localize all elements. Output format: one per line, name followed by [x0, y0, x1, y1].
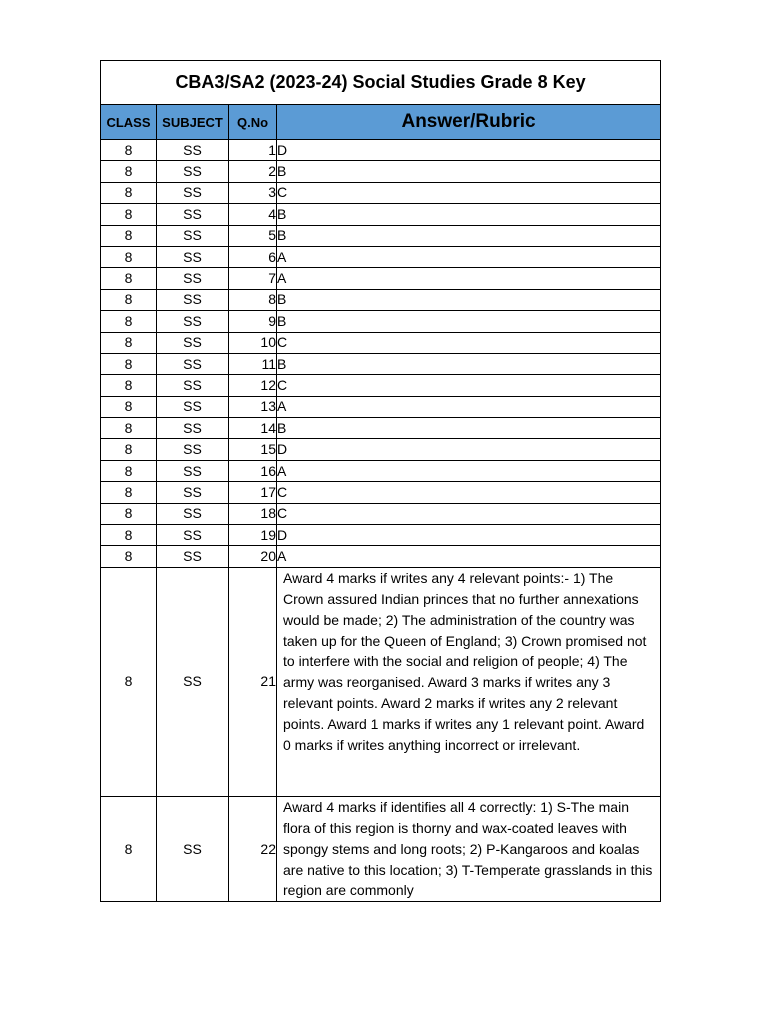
cell-subject: SS: [157, 182, 229, 203]
cell-class: 8: [101, 161, 157, 182]
header-answer: Answer/Rubric: [277, 105, 661, 140]
cell-answer: C: [277, 503, 661, 524]
cell-class: 8: [101, 567, 157, 796]
cell-subject: SS: [157, 418, 229, 439]
cell-answer: D: [277, 525, 661, 546]
cell-class: 8: [101, 525, 157, 546]
cell-answer: B: [277, 161, 661, 182]
cell-subject: SS: [157, 482, 229, 503]
cell-subject: SS: [157, 460, 229, 481]
cell-answer: B: [277, 418, 661, 439]
cell-answer: B: [277, 311, 661, 332]
table-row: [101, 439, 661, 460]
table-row: [101, 503, 661, 524]
cell-class: 8: [101, 268, 157, 289]
cell-qno: 19: [229, 525, 277, 546]
cell-subject: SS: [157, 439, 229, 460]
cell-answer: D: [277, 439, 661, 460]
table-row: [101, 204, 661, 225]
cell-class: 8: [101, 375, 157, 396]
cell-answer: A: [277, 546, 661, 567]
cell-answer: C: [277, 182, 661, 203]
document-title: CBA3/SA2 (2023-24) Social Studies Grade 8 Key: [101, 61, 661, 105]
cell-qno: 20: [229, 546, 277, 567]
header-class: CLASS: [101, 105, 157, 140]
cell-qno: 7: [229, 268, 277, 289]
cell-qno: 16: [229, 460, 277, 481]
table-row-rubric: [101, 796, 661, 902]
rows-body: [101, 140, 661, 902]
cell-subject: SS: [157, 503, 229, 524]
cell-subject: SS: [157, 546, 229, 567]
cell-answer: C: [277, 375, 661, 396]
cell-class: 8: [101, 140, 157, 161]
cell-subject: SS: [157, 311, 229, 332]
cell-answer: A: [277, 396, 661, 417]
cell-qno: 11: [229, 353, 277, 374]
cell-qno: 18: [229, 503, 277, 524]
cell-class: 8: [101, 246, 157, 267]
answer-key-table: [100, 60, 661, 902]
cell-class: 8: [101, 482, 157, 503]
cell-qno: 3: [229, 182, 277, 203]
table-row: [101, 396, 661, 417]
cell-answer: D: [277, 140, 661, 161]
cell-answer: B: [277, 204, 661, 225]
table-row: [101, 546, 661, 567]
table-row: [101, 225, 661, 246]
cell-class: 8: [101, 225, 157, 246]
cell-class: 8: [101, 204, 157, 225]
cell-subject: SS: [157, 140, 229, 161]
table-row: [101, 311, 661, 332]
cell-subject: SS: [157, 268, 229, 289]
cell-class: 8: [101, 289, 157, 310]
cell-qno: 9: [229, 311, 277, 332]
table-row: [101, 182, 661, 203]
cell-qno: 14: [229, 418, 277, 439]
cell-subject: SS: [157, 796, 229, 902]
table-row: [101, 161, 661, 182]
cell-qno: 1: [229, 140, 277, 161]
cell-class: 8: [101, 182, 157, 203]
cell-class: 8: [101, 396, 157, 417]
cell-answer-rubric: Award 4 marks if writes any 4 relevant points:- 1) The Crown assured Indian princes that no further annexations would be made; 2) The administration of the country was taken up for the Queen of England; 3) Crown promised not to interfere with the social and religion of people; 4) The army was reorganised. Award 3 marks if writes any 3 relevant points. Award 2 marks if writes any 2 relevant points. Award 1 marks if writes any 1 relevant point. Award 0 marks if writes anything incorrect or irrelevant.: [277, 567, 661, 796]
cell-qno: 4: [229, 204, 277, 225]
cell-subject: SS: [157, 204, 229, 225]
table-row: [101, 482, 661, 503]
cell-answer-rubric: Award 4 marks if identifies all 4 correctly: 1) S-The main flora of this region is thorny and wax-coated leaves with spongy stems and long roots; 2) P-Kangaroos and koalas are native to this location; 3) T-Temperate grasslands in this region are commonly: [277, 796, 661, 902]
cell-qno: 6: [229, 246, 277, 267]
cell-qno: 21: [229, 567, 277, 796]
table-row-rubric: [101, 567, 661, 796]
cell-answer: B: [277, 289, 661, 310]
cell-class: 8: [101, 460, 157, 481]
cell-subject: SS: [157, 567, 229, 796]
cell-answer: B: [277, 353, 661, 374]
table-row: [101, 460, 661, 481]
table-row: [101, 246, 661, 267]
cell-class: 8: [101, 418, 157, 439]
table-row: [101, 375, 661, 396]
table-row: [101, 332, 661, 353]
cell-qno: 2: [229, 161, 277, 182]
cell-qno: 10: [229, 332, 277, 353]
cell-subject: SS: [157, 525, 229, 546]
table-row: [101, 525, 661, 546]
cell-subject: SS: [157, 332, 229, 353]
cell-answer: B: [277, 225, 661, 246]
cell-qno: 5: [229, 225, 277, 246]
cell-class: 8: [101, 311, 157, 332]
cell-answer: C: [277, 332, 661, 353]
cell-class: 8: [101, 546, 157, 567]
table-row: [101, 353, 661, 374]
cell-subject: SS: [157, 353, 229, 374]
cell-class: 8: [101, 439, 157, 460]
table-row: [101, 268, 661, 289]
header-subject: SUBJECT: [157, 105, 229, 140]
header-row: [101, 105, 661, 140]
cell-qno: 15: [229, 439, 277, 460]
table-row: [101, 140, 661, 161]
cell-subject: SS: [157, 375, 229, 396]
cell-class: 8: [101, 503, 157, 524]
cell-answer: A: [277, 460, 661, 481]
cell-answer: C: [277, 482, 661, 503]
cell-subject: SS: [157, 396, 229, 417]
cell-qno: 8: [229, 289, 277, 310]
cell-subject: SS: [157, 161, 229, 182]
cell-qno: 22: [229, 796, 277, 902]
cell-answer: A: [277, 268, 661, 289]
table-row: [101, 289, 661, 310]
cell-subject: SS: [157, 289, 229, 310]
table-row: [101, 418, 661, 439]
cell-qno: 17: [229, 482, 277, 503]
cell-subject: SS: [157, 225, 229, 246]
cell-qno: 12: [229, 375, 277, 396]
header-qno: Q.No: [229, 105, 277, 140]
cell-answer: A: [277, 246, 661, 267]
cell-class: 8: [101, 796, 157, 902]
cell-subject: SS: [157, 246, 229, 267]
cell-qno: 13: [229, 396, 277, 417]
cell-class: 8: [101, 332, 157, 353]
cell-class: 8: [101, 353, 157, 374]
